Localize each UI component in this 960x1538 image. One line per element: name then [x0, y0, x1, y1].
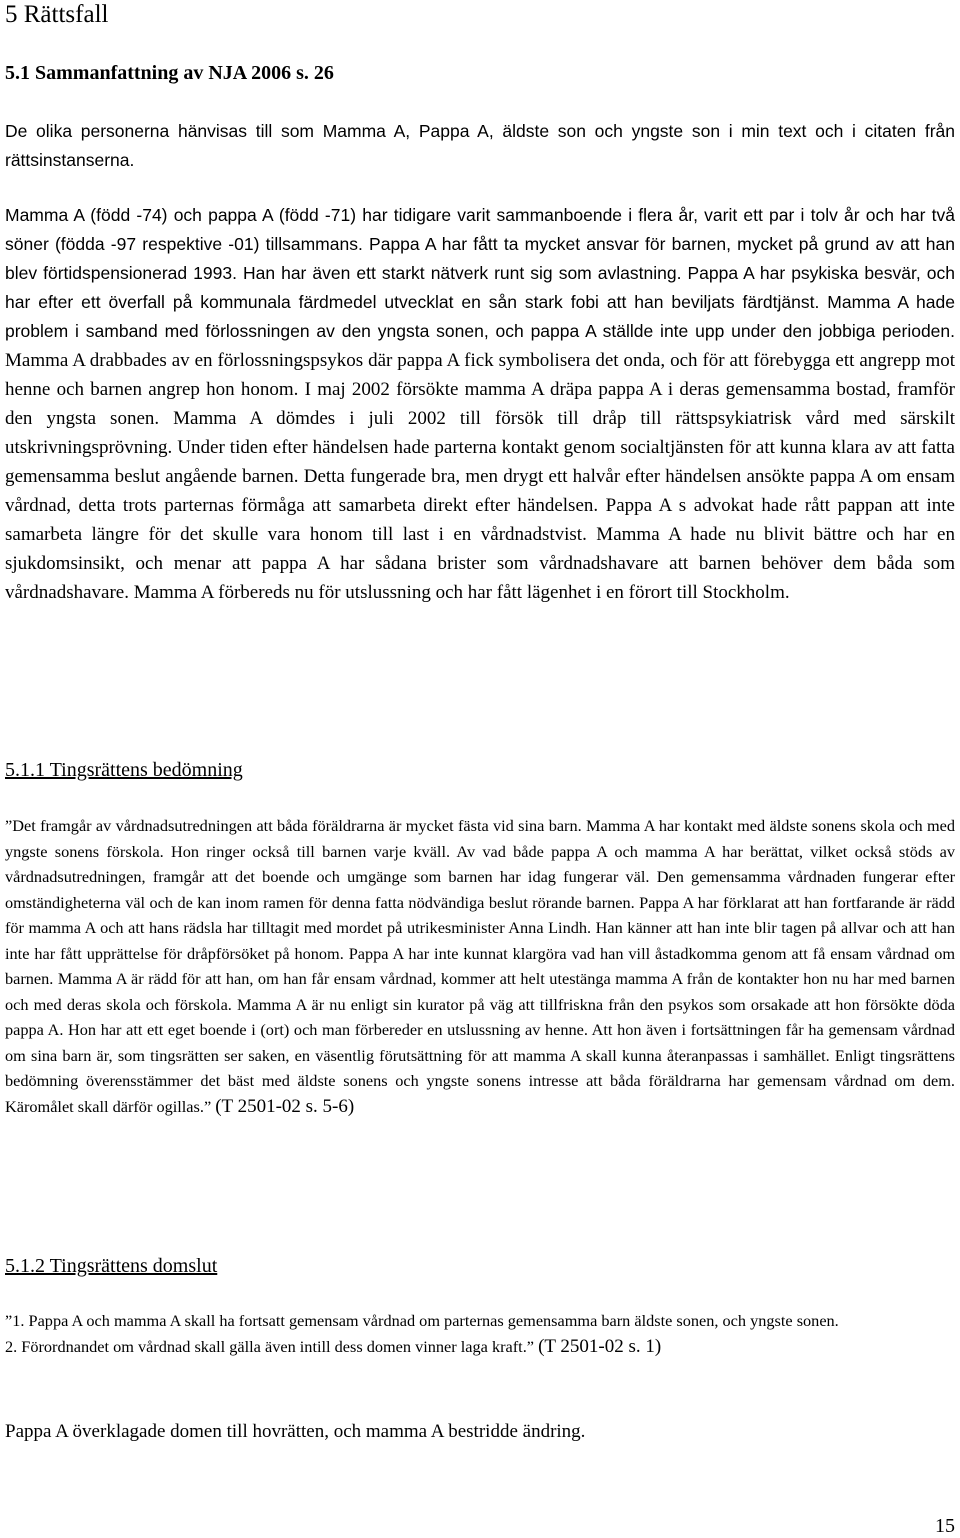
- quote-open-mark: ”: [5, 816, 13, 835]
- subsection-1-citation: (T 2501-02 s. 5-6): [215, 1095, 355, 1117]
- outcome-paragraph: Pappa A överklagade domen till hovrätten, och mamma A bestridde ändring.: [5, 1421, 586, 1442]
- subsection-2-citation: (T 2501-02 s. 1): [538, 1335, 662, 1357]
- verdict-item-1: [5, 1308, 955, 1334]
- page-number: 15: [935, 1515, 955, 1537]
- chapter-heading: 5 Rättsfall: [5, 1, 109, 28]
- subsection-1-title: 5.1.1 Tingsrättens bedömning: [5, 759, 243, 781]
- verdict-item-2: [5, 1334, 955, 1360]
- verdict-item-2-text: 2. Förordnandet om vårdnad skall gälla även intill dess domen vinner laga kraft.: [5, 1336, 527, 1356]
- subsection-2-title: 5.1.2 Tingsrättens domslut: [5, 1255, 218, 1277]
- summary-sans-text: Mamma A (född -74) och pappa A (född -71) har tidigare varit sammanboende i flera år, varit ett par i tolv år och har två söner (födda -97 respektive -01) tillsammans. Pappa A har fått ta mycket ansvar för barnen, mycket på grund av att han blev förtidspensionerad 1993. Han har även ett starkt nätverk runt sig som avlastning. Pappa A har psykiska besvär, och har efter ett överfall på kommunala färdmedel utvecklat en sån stark fobi att han beviljats färdtjänst. Mamma A hade problem i samband med förlossningen av den yngsta sonen, och pappa A ställde inte upp under den jobbiga perioden.: [5, 205, 955, 341]
- intro-paragraph: De olika personerna hänvisas till som Mamma A, Pappa A, äldste son och yngste son i min text och i citaten från rättsinstanserna.: [5, 121, 955, 170]
- section-title: 5.1 Sammanfattning av NJA 2006 s. 26: [5, 62, 334, 84]
- subsection-1-quote: [5, 813, 955, 1119]
- subsection-1-quote-text: Det framgår av vårdnadsutredningen att båda föräldrarna är mycket fästa vid sina barn. Mamma A har kontakt med äldste sonens skola och med yngste sonens förskola. Hon ringer också till barnen varje kväll. Av vad både pappa A och mamma A har berättat, vilket också stöds av vårdnadsutredningen, framgår att det boende och umgänge som barnen har idag fungerar väl. Den gemensamma vårdnaden fungerar efter omständigheterna väl och de kan inom ramen för denna fatta nödvändiga beslut rörande barnen. Pappa A har förklarat att han fortfarande är rädd för mamma A och att hans rädsla har tilltagit med mordet på utrikesminister Anna Lindh. Han känner att han inte blir tagen på allvar och att han inte har fått upprättelse för dråpförsöket på honom. Pappa A har inte kunnat klargöra vad han vill åstadkomma genom att få ensam vårdnad om barnen. Mamma A är rädd för att han, om han får ensam vårdnad, kommer att helt utestänga mamma A från de kontakter hon nu har med barnen och med deras skola och förskola. Mamma A är nu enligt sin kurator på väg att tillfriskna från den psykos som orsakade att hon försökte döda pappa A. Hon har att ett eget boende i (ort) och man förbereder en utslussning av henne. Att hon även i fortsättningen får ha gemensam vårdnad om sina barn är, som tingsrätten ser saken, en väsentlig förutsättning för att mamma A skall kunna återanpassas i samhället. Enligt tingsrättens bedömning överensstämmer det bäst med äldste sonens och yngste sonens intresse att båda föräldrarna har gemensam vårdnad om dem. Käromålet skall därför ogillas.: [5, 816, 955, 1116]
- quote-open-mark: ”: [5, 1311, 13, 1330]
- subsection-2-quote: [5, 1308, 955, 1359]
- summary-paragraph: [5, 201, 955, 607]
- summary-serif-text: Mamma A drabbades av en förlossningspsykos där pappa A fick symbolisera det onda, och för att förebygga ett angrepp mot henne och barnen angrep hon honom. I maj 2002 försökte mamma A dräpa pappa A i deras gemensamma bostad, framför den yngsta sonen. Mamma A dömdes i juli 2002 till försök till dråp till rättspsykiatrisk vård med särskilt utskrivningsprövning. Under tiden efter händelsen hade parterna kontakt genom socialtjänsten för att kunna klara av att fatta gemensamma beslut angående barnen. Detta fungerade bra, men drygt ett halvår efter händelsen ansökte pappa A om ensam vårdnad, detta trots parternas förmåga att samarbeta direkt efter händelsen. Pappa A s advokat hade rått pappan att inte samarbeta längre för det skulle vara honom till last i en vårdnadstvist. Mamma A hade nu blivit bättre och har en sjukdomsinsikt, och menar att pappa A har sådana brister som vårdnadshavare att barnen behöver dem båda som vårdnadshavare. Mamma A förbereds nu för utslussning och har fått lägenhet i en förort till Stockholm.: [5, 350, 955, 603]
- quote-close-mark: ”: [526, 1336, 539, 1356]
- verdict-item-1-text: 1. Pappa A och mamma A skall ha fortsatt gemensam vårdnad om parternas gemensamma barn äldste sonen, och yngste sonen.: [12, 1311, 839, 1330]
- document-page: [5, 0, 955, 1537]
- quote-close-mark: ”: [203, 1096, 216, 1116]
